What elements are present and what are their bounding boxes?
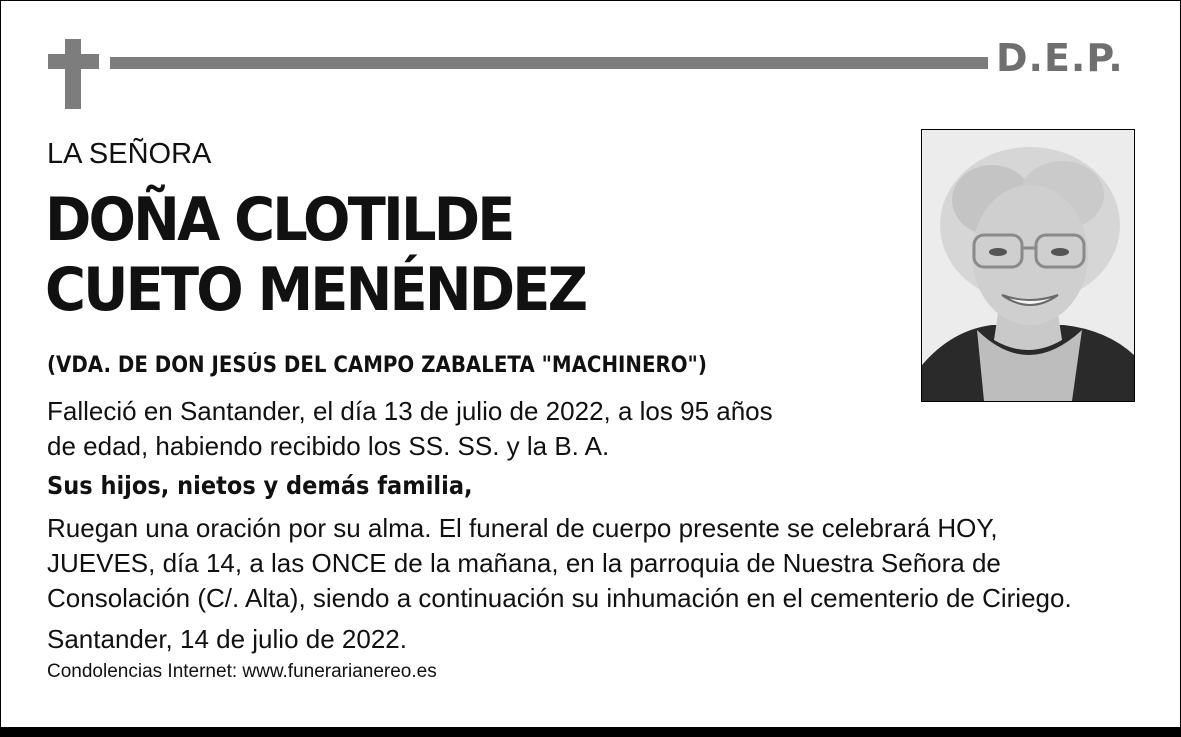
death-announcement	[47, 394, 773, 464]
condolences-link: Condolencias Internet: www.funerarianereo.es	[47, 661, 437, 682]
death-line: Falleció en Santander, el día 13 de julio de 2022, a los 95 años	[47, 396, 773, 426]
funeral-line: Consolación (C/. Alta), siendo a continuación su inhumación en el cementerio de Ciriego.	[47, 583, 1072, 613]
honorific: LA SEÑORA	[47, 138, 212, 170]
funeral-details	[47, 511, 1072, 616]
cross-horizontal-bar	[48, 54, 99, 69]
widow-of: (VDA. DE DON JESÚS DEL CAMPO ZABALETA "MACHINERO")	[47, 353, 707, 378]
name-line-1: DOÑA CLOTILDE	[45, 185, 513, 255]
bottom-rule	[0, 727, 1181, 737]
funeral-line: Ruegan una oración por su alma. El funeral de cuerpo presente se celebrará HOY,	[47, 513, 998, 543]
header-rule	[110, 57, 988, 69]
death-line: de edad, habiendo recibido los SS. SS. y la B. A.	[47, 431, 610, 461]
funeral-line: JUEVES, día 14, a las ONCE de la mañana, en la parroquia de Nuestra Señora de	[47, 548, 1001, 578]
dep-label: D.E.P.	[996, 36, 1124, 80]
portrait-illustration	[922, 130, 1134, 401]
portrait-photo-icon	[921, 129, 1135, 402]
place-date: Santander, 14 de julio de 2022.	[47, 624, 407, 654]
cross-vertical-bar	[65, 39, 81, 109]
family-line: Sus hijos, nietos y demás familia,	[47, 471, 473, 500]
name-line-2: CUETO MENÉNDEZ	[45, 255, 586, 325]
deceased-name	[45, 185, 585, 325]
